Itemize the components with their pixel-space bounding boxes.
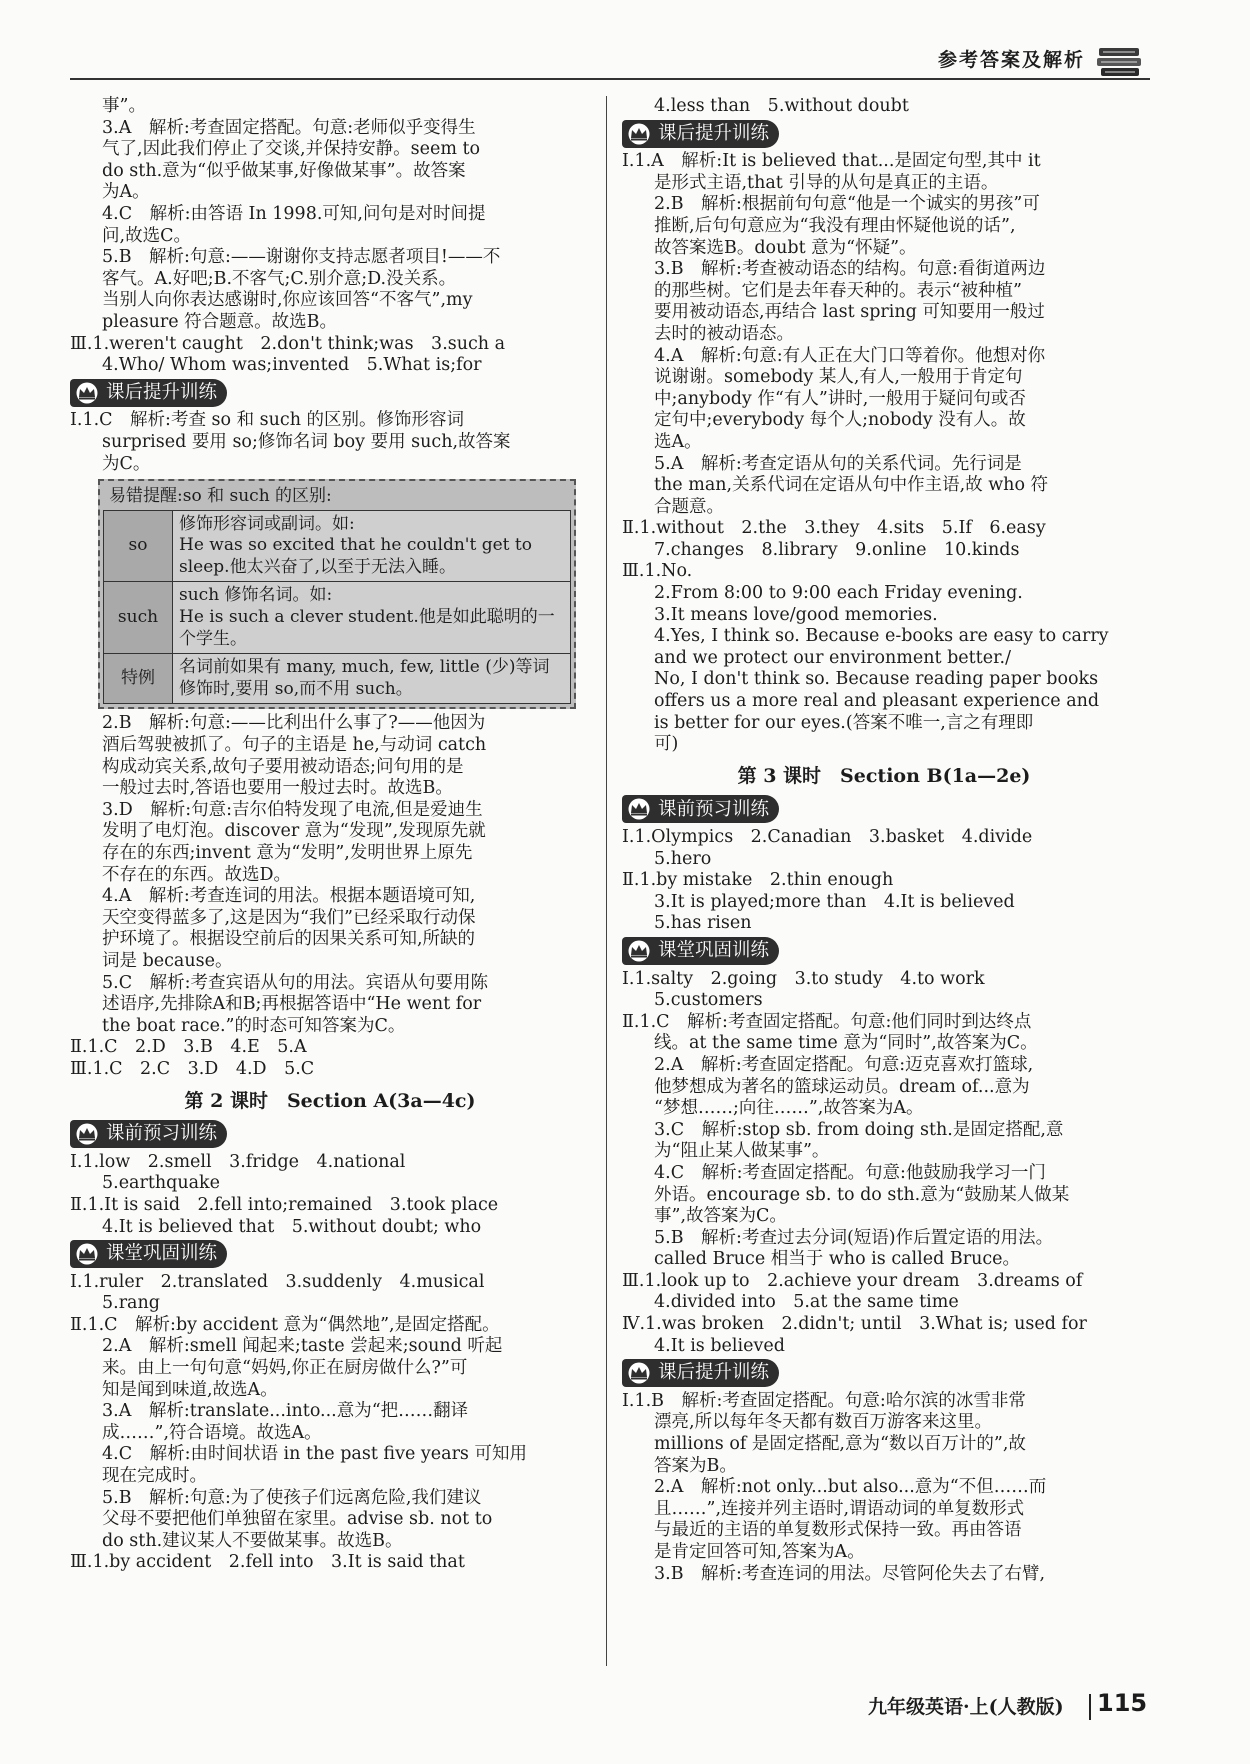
answer-line: 漂亮,所以每年冬天都有数百万游客来这里。 xyxy=(654,1412,993,1433)
answer-line: Ⅲ.1.C 2.C 3.D 4.D 5.C xyxy=(70,1058,315,1079)
answer-line: 4.It is believed xyxy=(654,1335,785,1356)
answer-line: 词是 because。 xyxy=(102,950,233,971)
answer-line: 问,故选C。 xyxy=(102,225,191,246)
answer-line: 3.B 解析:考查被动语态的结构。句意:看街道两边 xyxy=(654,259,1046,280)
answer-line: 4.C 解析:由时间状语 in the past five years 可知用 xyxy=(102,1444,527,1465)
tip-value: 修饰形容词或副词。如: He was so excited that he couldn't get to sleep.他太兴奋了,以至于无法入睡。 xyxy=(173,510,571,582)
tip-row xyxy=(104,510,571,582)
answer-line: 4.Yes, I think so. Because e-books are easy to carry xyxy=(654,626,1109,647)
answer-line: 5.has risen xyxy=(654,913,752,934)
answer-line: 酒后驾驶被抓了。句子的主语是 he,与动词 catch xyxy=(102,735,487,756)
answer-line: 5.B 解析:句意:——谢谢你支持志愿者项目!——不 xyxy=(102,247,501,268)
answer-line: 去时的被动语态。 xyxy=(654,323,794,344)
tip-row xyxy=(104,582,571,654)
answer-line: 当别人向你表达感谢时,你应该回答“不客气”,my xyxy=(102,290,473,311)
answer-line: 2.A 解析:考查固定搭配。句意:迈克喜欢打篮球, xyxy=(654,1054,1034,1075)
answer-line: 3.B 解析:考查连词的用法。尽管阿伦失去了右臂, xyxy=(654,1563,1046,1584)
section-heading-label: 课前预习训练 xyxy=(106,1123,218,1145)
answer-line: 是肯定回答可知,答案为A。 xyxy=(654,1542,865,1562)
answer-line: 4.divided into 5.at the same time xyxy=(654,1292,959,1313)
answer-line: 外语。encourage sb. to do sth.意为“鼓励某人做某 xyxy=(654,1184,1070,1205)
crown-icon xyxy=(74,382,100,404)
answer-line: Ⅲ.1.look up to 2.achieve your dream 3.dreams of xyxy=(622,1270,1083,1291)
answer-line: 护环境了。根据设空前后的因果关系可知,所缺的 xyxy=(102,929,476,950)
answer-line: 5.B 解析:考查过去分词(短语)作后置定语的用法。 xyxy=(654,1227,1054,1248)
answer-line: 5.customers xyxy=(654,990,763,1011)
section-heading xyxy=(622,1359,779,1387)
answer-line: No, I don't think so. Because reading paper books xyxy=(654,669,1099,690)
tip-table xyxy=(103,510,571,705)
answer-line: 3.A 解析:考查固定搭配。句意:老师似乎变得生 xyxy=(102,117,476,138)
answer-line: 与最近的主语的单复数形式保持一致。再由答语 xyxy=(654,1520,1022,1541)
footer-book-title: 九年级英语·上(人教版) xyxy=(868,1696,1064,1718)
answer-line: 发明了电灯泡。discover 意为“发现”,发现原先就 xyxy=(102,821,486,842)
answer-line: Ⅰ.1.C 解析:考查 so 和 such 的区别。修饰形容词 xyxy=(70,410,465,431)
page-number: 115 xyxy=(1097,1689,1148,1717)
answer-line: 5.A 解析:考查定语从句的关系代词。先行词是 xyxy=(654,453,1022,474)
answer-line: 5.rang xyxy=(102,1293,160,1314)
answer-line: and we protect our environment better./ xyxy=(654,647,1011,668)
section-heading-label: 课堂巩固训练 xyxy=(658,940,770,962)
books-icon xyxy=(1095,42,1143,82)
answer-line: 合题意。 xyxy=(654,496,724,517)
header-title: 参考答案及解析 xyxy=(938,49,1086,71)
answer-line: 3.D 解析:句意:吉尔伯特发现了电流,但是爱迪生 xyxy=(102,799,483,820)
answer-line: 说谢谢。somebody 某人,有人,一般用于肯定句 xyxy=(654,367,1023,388)
answer-line: surprised 要用 so;修饰名词 boy 要用 such,故答案 xyxy=(102,431,511,452)
section-heading-label: 课前预习训练 xyxy=(658,798,770,820)
answer-line: Ⅱ.1.by mistake 2.thin enough xyxy=(622,870,894,891)
answer-line: 3.It is played;more than 4.It is believed xyxy=(654,891,1015,912)
left-column xyxy=(70,96,590,1574)
answer-line: Ⅰ.1.low 2.smell 3.fridge 4.national xyxy=(70,1151,406,1172)
answer-line: 4.C 解析:由答语 In 1998.可知,问句是对时间提 xyxy=(102,203,486,224)
answer-line: 事”。 xyxy=(102,96,146,116)
section-heading-label: 课堂巩固训练 xyxy=(106,1243,218,1265)
answer-line: 天空变得蓝多了,这是因为“我们”已经采取行动保 xyxy=(102,907,476,928)
answer-line: 为A。 xyxy=(102,182,150,203)
answer-line: 推断,后句句意应为“我没有理由怀疑他说的话”, xyxy=(654,215,1016,236)
answer-line: Ⅱ.1.C 解析:考查固定搭配。句意:他们同时到达终点 xyxy=(622,1011,1032,1032)
section-heading xyxy=(622,120,779,148)
crown-icon xyxy=(74,1243,100,1265)
answer-line: Ⅰ.1.salty 2.going 3.to study 4.to work xyxy=(622,968,985,989)
answer-line: 成……”,符合语境。故选A。 xyxy=(102,1422,322,1443)
answer-line: 气了,因此我们停止了交谈,并保持安静。seem to xyxy=(102,139,481,160)
answer-line: 可) xyxy=(654,734,679,755)
section-heading xyxy=(622,937,779,965)
answer-line: 他梦想成为著名的篮球运动员。dream of...意为 xyxy=(654,1076,1030,1097)
answer-line: 构成动宾关系,故句子要用被动语态;问句用的是 xyxy=(102,756,464,777)
lesson-title: 第 3 课时 Section B(1a—2e) xyxy=(737,764,1031,787)
answer-line: Ⅰ.1.ruler 2.translated 3.suddenly 4.musical xyxy=(70,1271,485,1292)
answer-line: 2.B 解析:句意:——比利出什么事了?——他因为 xyxy=(102,713,486,734)
answer-line: 5.hero xyxy=(654,848,712,869)
answer-line: 事”,故答案为C。 xyxy=(654,1206,787,1227)
answer-line: 现在完成时。 xyxy=(102,1466,207,1487)
lesson-title: 第 2 课时 Section A(3a—4c) xyxy=(184,1089,476,1112)
tip-key: 特例 xyxy=(104,654,173,704)
answer-line: 4.A 解析:考查连词的用法。根据本题语境可知, xyxy=(102,886,476,907)
answer-line: 2.B 解析:根据前句句意“他是一个诚实的男孩”可 xyxy=(654,194,1040,215)
answer-line: the boat race.”的时态可知答案为C。 xyxy=(102,1015,406,1036)
column-divider xyxy=(606,96,607,1666)
answer-line: Ⅲ.1.weren't caught 2.don't think;was 3.such a xyxy=(70,333,506,354)
answer-line: 5.B 解析:句意:为了使孩子们远离危险,我们建议 xyxy=(102,1487,482,1508)
answer-line: 且……”,连接并列主语时,谓语动词的单复数形式 xyxy=(654,1498,1025,1519)
answer-line: Ⅲ.1.by accident 2.fell into 3.It is said that xyxy=(70,1552,465,1573)
tip-value: 名词前如果有 many, much, few, little (少)等词修饰时,要用 so,而不用 such。 xyxy=(173,654,571,704)
answer-line: 述语序,先排除A和B;再根据答语中“He went for xyxy=(102,994,482,1015)
tip-key: so xyxy=(104,510,173,582)
tip-row xyxy=(104,654,571,704)
answer-line: 客气。A.好吧;B.不客气;C.别介意;D.没关系。 xyxy=(102,268,457,289)
answer-line: 答案为B。 xyxy=(654,1455,737,1476)
answer-line: 是形式主语,that 引导的从句是真正的主语。 xyxy=(654,172,999,193)
section-heading xyxy=(70,379,227,407)
section-heading xyxy=(70,1240,227,1268)
answer-line: 父母不要把他们单独留在家里。advise sb. not to xyxy=(102,1509,493,1530)
section-heading-label: 课后提升训练 xyxy=(106,381,218,403)
answer-line: 2.A 解析:not only...but also...意为“不但……而 xyxy=(654,1477,1047,1498)
answer-line: do sth.意为“似乎做某事,好像做某事”。故答案 xyxy=(102,160,466,181)
answer-line: 要用被动语态,再结合 last spring 可知要用一般过 xyxy=(654,302,1045,323)
answer-line: 3.C 解析:stop sb. from doing sth.是固定搭配,意 xyxy=(654,1119,1064,1140)
answer-line: offers us a more real and pleasant experience and xyxy=(654,691,1100,712)
answer-line: 知是闻到味道,故选A。 xyxy=(102,1379,278,1400)
answer-line: millions of 是固定搭配,意为“数以百万计的”,故 xyxy=(654,1434,1026,1455)
answer-line: 4.It is believed that 5.without doubt; who xyxy=(102,1216,482,1237)
answer-line: 4.A 解析:句意:有人正在大门口等着你。他想对你 xyxy=(654,345,1046,366)
right-column xyxy=(622,96,1146,1585)
crown-icon xyxy=(74,1123,100,1145)
answer-line: is better for our eyes.(答案不唯一,言之有理即 xyxy=(654,712,1034,733)
answer-line: 3.A 解析:translate...into...意为“把……翻译 xyxy=(102,1401,469,1422)
tip-value: such 修饰名词。如: He is such a clever student.他是如此聪明的一个学生。 xyxy=(173,582,571,654)
answer-line: 2.From 8:00 to 9:00 each Friday evening. xyxy=(654,583,1023,604)
answer-line: Ⅰ.1.Olympics 2.Canadian 3.basket 4.divide xyxy=(622,827,1033,847)
answer-line: 5.earthquake xyxy=(102,1173,221,1194)
answer-line: pleasure 符合题意。故选B。 xyxy=(102,311,337,332)
crown-icon xyxy=(626,123,652,145)
answer-line: Ⅳ.1.was broken 2.didn't; until 3.What is; used for xyxy=(622,1314,1087,1335)
answer-line: Ⅰ.1.A 解析:It is believed that...是固定句型,其中 it xyxy=(622,151,1041,172)
answer-line: Ⅱ.1.C 解析:by accident 意为“偶然地”,是固定搭配。 xyxy=(70,1314,500,1335)
answer-line: the man,关系代词在定语从句中作主语,故 who 符 xyxy=(654,475,1049,496)
answer-line: 7.changes 8.library 9.online 10.kinds xyxy=(654,539,1020,560)
answer-line: 2.A 解析:smell 闻起来;taste 尝起来;sound 听起 xyxy=(102,1336,503,1357)
answer-line: 一般过去时,答语也要用一般过去时。故选B。 xyxy=(102,778,453,799)
answer-line: 来。由上一句句意“妈妈,你正在厨房做什么?”可 xyxy=(102,1358,468,1379)
answer-line: 为“阻止某人做某事”。 xyxy=(654,1141,830,1162)
header-rule xyxy=(70,78,1150,80)
footer-divider xyxy=(1089,1694,1091,1720)
answer-line: do sth.建议某人不要做某事。故选B。 xyxy=(102,1530,403,1551)
answer-line: 为C。 xyxy=(102,453,151,474)
answer-line: Ⅲ.1.No. xyxy=(622,561,693,582)
answer-line: 3.It means love/good memories. xyxy=(654,604,938,625)
answer-line: 不存在的东西。故选D。 xyxy=(102,864,292,885)
answer-line: “梦想……;向往……”,故答案为A。 xyxy=(654,1098,924,1119)
answer-line: 5.C 解析:考查宾语从句的用法。宾语从句要用陈 xyxy=(102,972,488,993)
answer-line: 定句中;everybody 每个人;nobody 没有人。故 xyxy=(654,410,1026,431)
answer-line: Ⅱ.1.It is said 2.fell into;remained 3.took place xyxy=(70,1194,499,1215)
section-heading-label: 课后提升训练 xyxy=(658,1362,770,1384)
answer-line: 中;anybody 作“有人”讲时,一般用于疑问句或否 xyxy=(654,388,1026,409)
answer-line: Ⅱ.1.without 2.the 3.they 4.sits 5.If 6.easy xyxy=(622,518,1046,539)
answer-line: 线。at the same time 意为“同时”,故答案为C。 xyxy=(654,1033,1038,1054)
answer-line: 4.Who/ Whom was;invented 5.What is;for xyxy=(102,355,482,376)
crown-icon xyxy=(626,940,652,962)
tip-box xyxy=(98,479,576,709)
section-heading-label: 课后提升训练 xyxy=(658,122,770,144)
crown-icon xyxy=(626,798,652,820)
tip-key: such xyxy=(104,582,173,654)
answer-line: called Bruce 相当于 who is called Bruce。 xyxy=(654,1249,1021,1270)
answer-line: 故答案选B。doubt 意为“怀疑”。 xyxy=(654,237,917,258)
page-header xyxy=(0,0,1250,90)
answer-line: Ⅰ.1.B 解析:考查固定搭配。句意:哈尔滨的冰雪非常 xyxy=(622,1390,1026,1411)
crown-icon xyxy=(626,1362,652,1384)
answer-line: 存在的东西;invent 意为“发明”,发明世界上原先 xyxy=(102,843,473,863)
answer-line: 4.less than 5.without doubt xyxy=(654,96,909,116)
answer-line: 的那些树。它们是去年春天种的。表示“被种植” xyxy=(654,280,1022,301)
tip-title: 易错提醒:so 和 such 的区别: xyxy=(109,486,332,507)
answer-line: 选A。 xyxy=(654,431,702,452)
answer-line: 4.C 解析:考查固定搭配。句意:他鼓励我学习一门 xyxy=(654,1162,1046,1183)
section-heading xyxy=(622,795,779,823)
answer-line: Ⅱ.1.C 2.D 3.B 4.E 5.A xyxy=(70,1037,307,1058)
section-heading xyxy=(70,1120,227,1148)
